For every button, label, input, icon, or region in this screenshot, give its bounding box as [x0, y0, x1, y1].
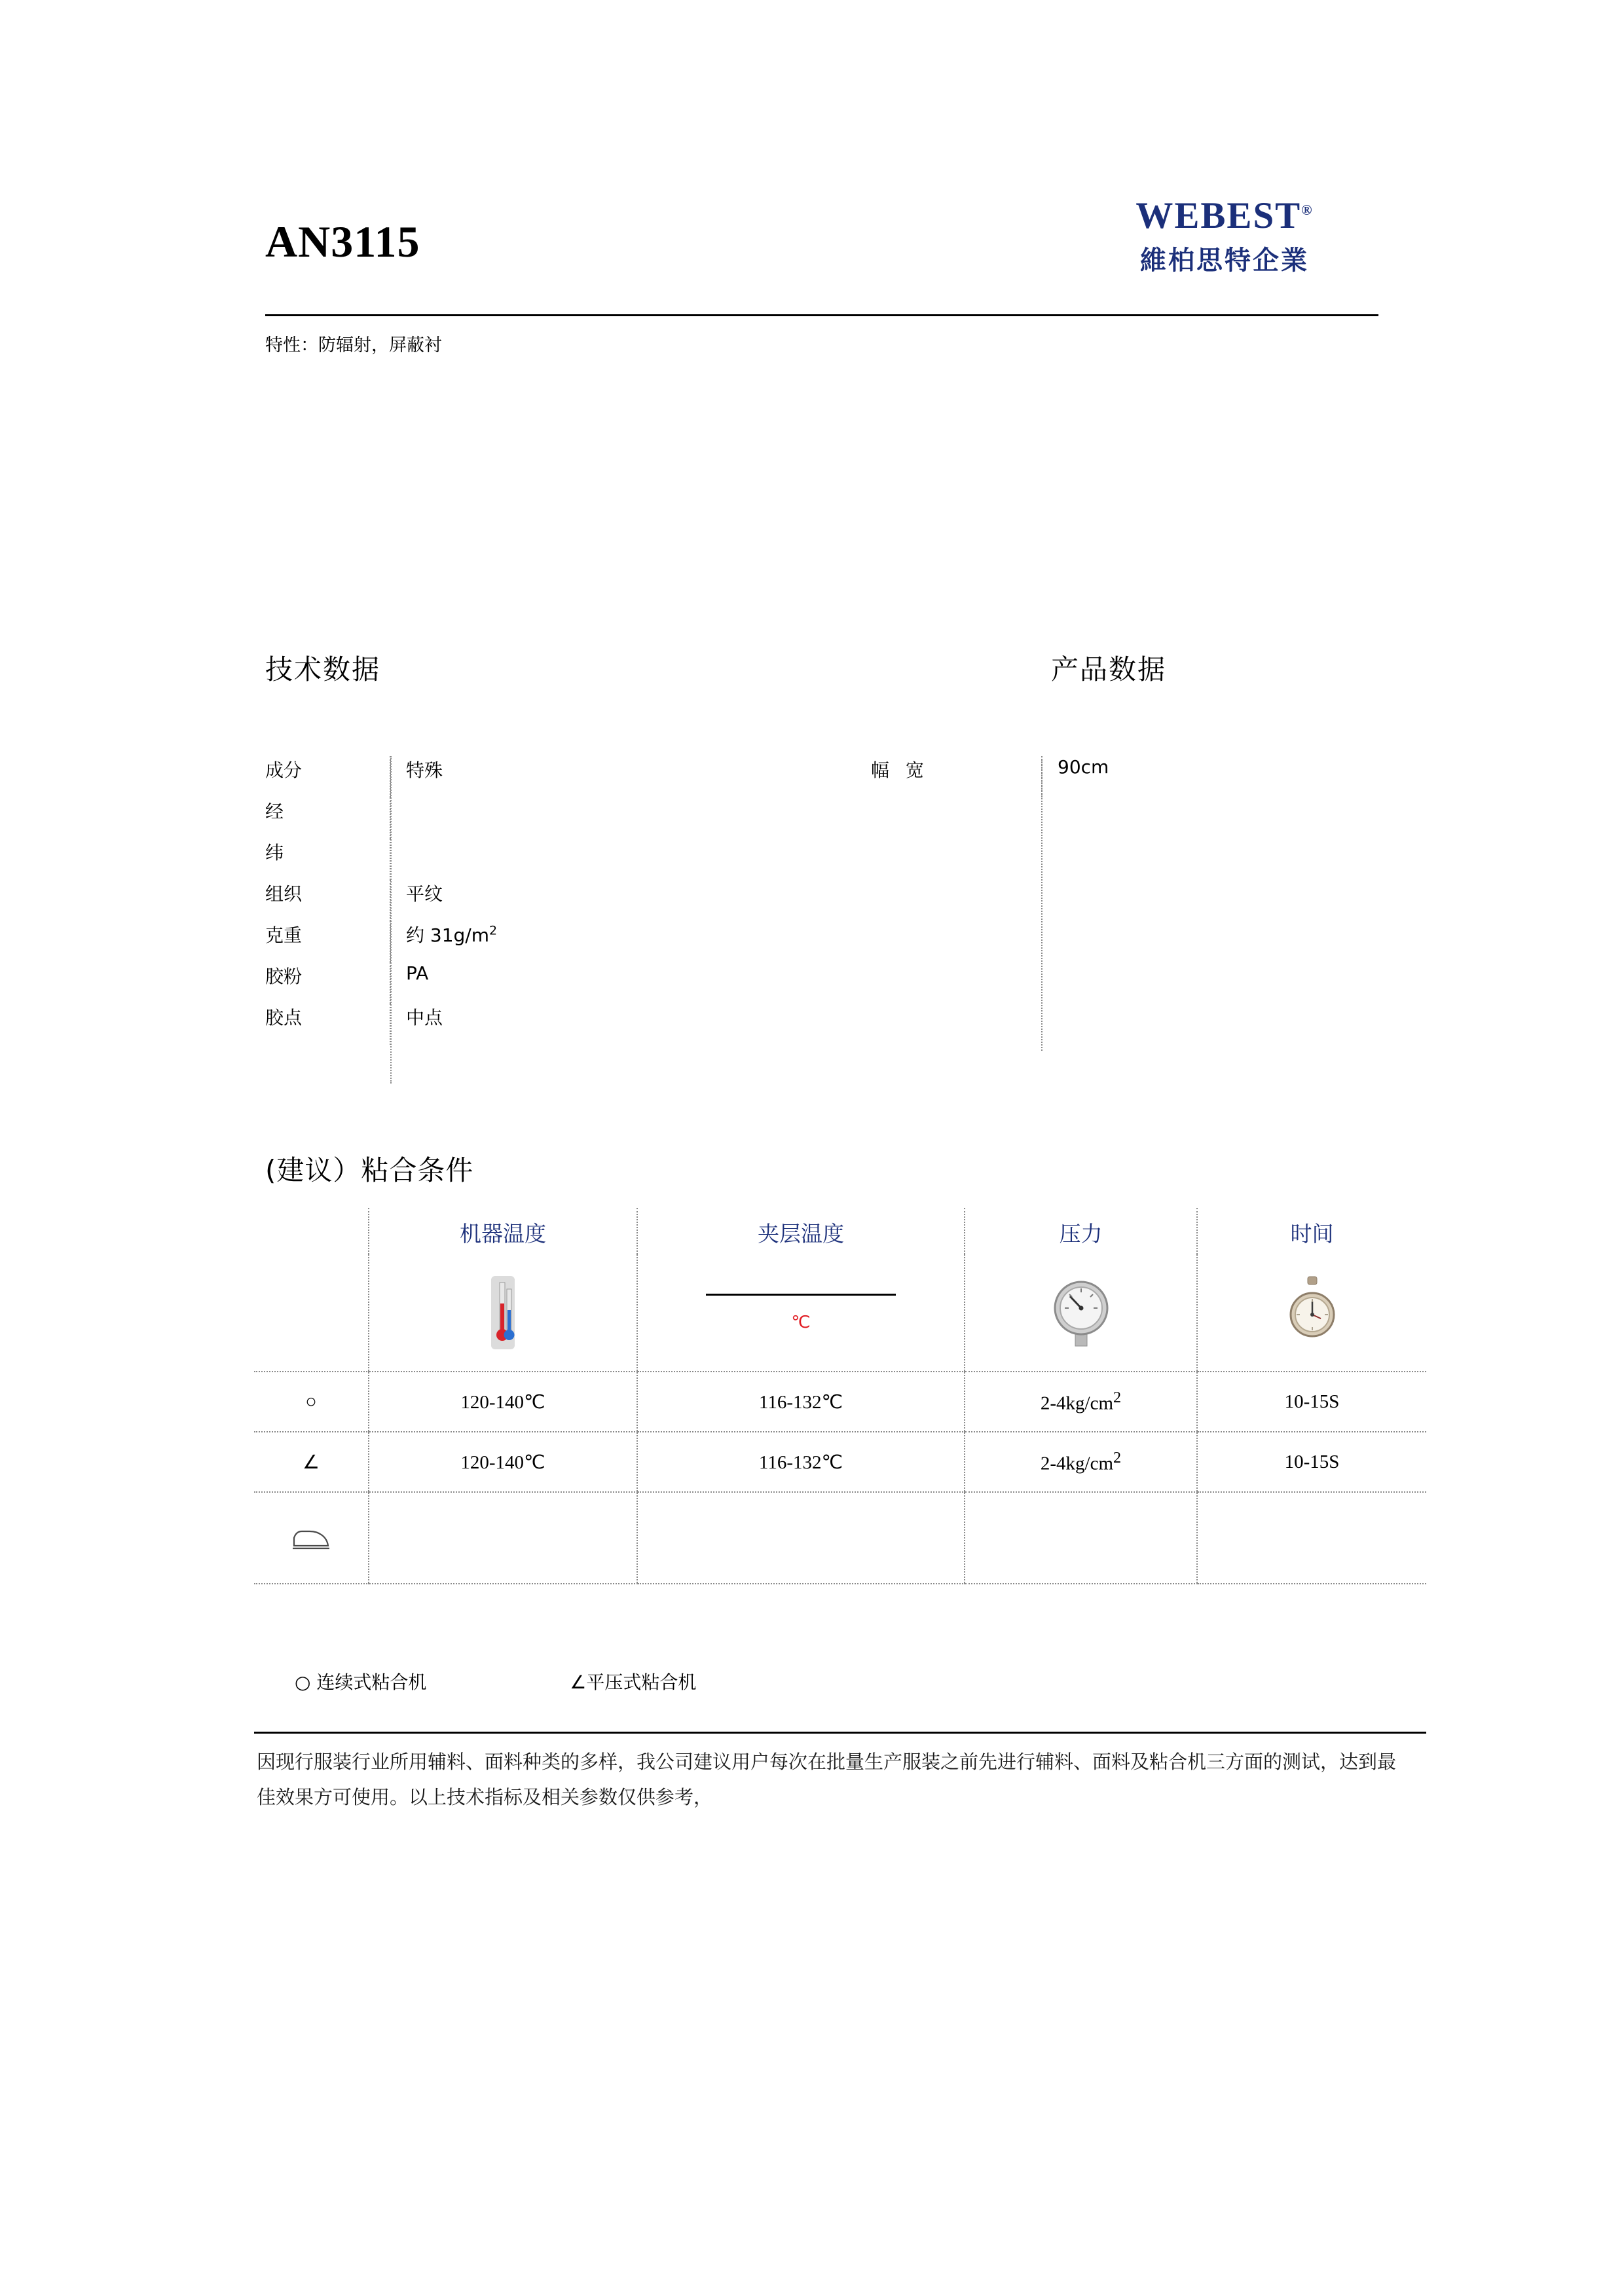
table-legend	[295, 1668, 696, 1694]
legend-flatbed: ∠平压式粘合机	[570, 1671, 697, 1693]
stopwatch-icon-cell	[1197, 1254, 1426, 1372]
brand-name-cn: 維柏思特企業	[1140, 245, 1309, 276]
pressure-gauge-icon-cell	[965, 1254, 1197, 1372]
tech-value: 平纹	[406, 883, 443, 905]
stopwatch-icon	[1198, 1274, 1426, 1351]
icon-cell-empty	[254, 1254, 369, 1372]
table-row	[265, 839, 789, 880]
document-header	[265, 196, 1378, 321]
table-row	[265, 921, 789, 962]
cell-interlayer-temp: 116-132℃	[637, 1432, 965, 1492]
thermometer-icon-cell	[369, 1254, 637, 1372]
tech-label: 成分	[265, 759, 303, 781]
tech-label: 纬	[265, 842, 284, 864]
table-row	[265, 797, 789, 839]
table-header-row	[254, 1208, 1426, 1254]
table-row	[265, 962, 789, 1004]
column-header-symbol	[254, 1208, 369, 1254]
tech-label: 胶粉	[265, 966, 303, 987]
tech-value-sup: 2	[489, 923, 498, 938]
temperature-scale-icon	[706, 1294, 896, 1296]
cell-machine-temp: 120-140℃	[369, 1432, 637, 1492]
tech-value: 中点	[406, 1007, 443, 1029]
interlayer-temp-icon-cell	[637, 1254, 965, 1372]
cell-pressure	[965, 1372, 1197, 1432]
tech-value	[392, 921, 497, 947]
feature-line: 特性：防辐射，屏蔽衬	[265, 335, 442, 355]
cell-pressure-text: 2-4kg/cm	[1040, 1393, 1114, 1414]
technical-data-heading: 技术数据	[265, 653, 381, 685]
cell-time: 10-15S	[1197, 1432, 1426, 1492]
product-label: 幅 宽	[871, 759, 929, 781]
table-row	[254, 1372, 1426, 1432]
table-row	[265, 880, 789, 921]
cell-time	[1197, 1492, 1426, 1584]
column-header-pressure: 压力	[965, 1208, 1197, 1254]
table-row	[871, 756, 1395, 797]
product-data-block	[871, 756, 1395, 797]
cell-interlayer-temp: 116-132℃	[637, 1372, 965, 1432]
product-value: 90cm	[1058, 756, 1109, 778]
cell-interlayer-temp	[637, 1492, 965, 1584]
table-row	[254, 1492, 1426, 1584]
iron-icon	[254, 1525, 368, 1551]
cell-time: 10-15S	[1197, 1372, 1426, 1432]
table-row	[265, 756, 789, 797]
row-symbol-continuous: ○	[254, 1372, 369, 1432]
column-header-machine-temp: 机器温度	[369, 1208, 637, 1254]
product-data-heading: 产品数据	[1051, 653, 1167, 685]
cell-machine-temp	[369, 1492, 637, 1584]
tech-label: 经	[265, 801, 284, 822]
brand-logo	[1071, 196, 1378, 277]
bonding-conditions-heading: (建议）粘合条件	[265, 1154, 474, 1186]
cell-pressure	[965, 1492, 1197, 1584]
row-symbol-iron	[254, 1492, 369, 1584]
cell-pressure-sup: 2	[1113, 1389, 1122, 1407]
technical-data-block	[265, 756, 789, 1045]
table-icon-row	[254, 1254, 1426, 1372]
cell-machine-temp: 120-140℃	[369, 1372, 637, 1432]
interlayer-unit-label: ℃	[791, 1312, 811, 1332]
legend-continuous: ○ 连续式粘合机	[295, 1671, 427, 1693]
tech-value: PA	[406, 962, 429, 984]
footer-divider	[254, 1732, 1426, 1734]
table-row	[265, 1004, 789, 1045]
registered-mark: ®	[1301, 202, 1314, 218]
cell-pressure-text: 2-4kg/cm	[1040, 1453, 1114, 1474]
row-symbol-flatbed: ∠	[254, 1432, 369, 1492]
cell-pressure-sup: 2	[1113, 1449, 1122, 1467]
table-row	[254, 1432, 1426, 1492]
thermometer-icon	[369, 1273, 637, 1352]
row-divider	[390, 839, 392, 880]
bonding-conditions-table	[254, 1208, 1426, 1584]
pressure-gauge-icon	[965, 1274, 1196, 1351]
brand-name-text: WEBEST	[1135, 195, 1302, 236]
tech-label: 组织	[265, 883, 303, 905]
tech-label: 胶点	[265, 1007, 303, 1029]
tech-value-text: 约 31g/m	[406, 924, 490, 946]
tech-label: 克重	[265, 924, 303, 946]
row-divider	[390, 797, 392, 839]
column-header-time: 时间	[1197, 1208, 1426, 1254]
cell-pressure	[965, 1432, 1197, 1492]
page-title: AN3115	[265, 217, 420, 266]
product-column-divider	[1041, 756, 1043, 1051]
column-header-interlayer-temp: 夹层温度	[637, 1208, 965, 1254]
tech-value: 特殊	[406, 759, 443, 781]
footer-note: 因现行服装行业所用辅料、面料种类的多样，我公司建议用户每次在批量生产服装之前先进行辅料、面料及粘合机三方面的测试，达到最佳效果方可使用。以上技术指标及相关参数仅供参考，	[257, 1751, 1397, 1808]
brand-name	[1071, 196, 1378, 236]
header-divider	[265, 314, 1378, 316]
